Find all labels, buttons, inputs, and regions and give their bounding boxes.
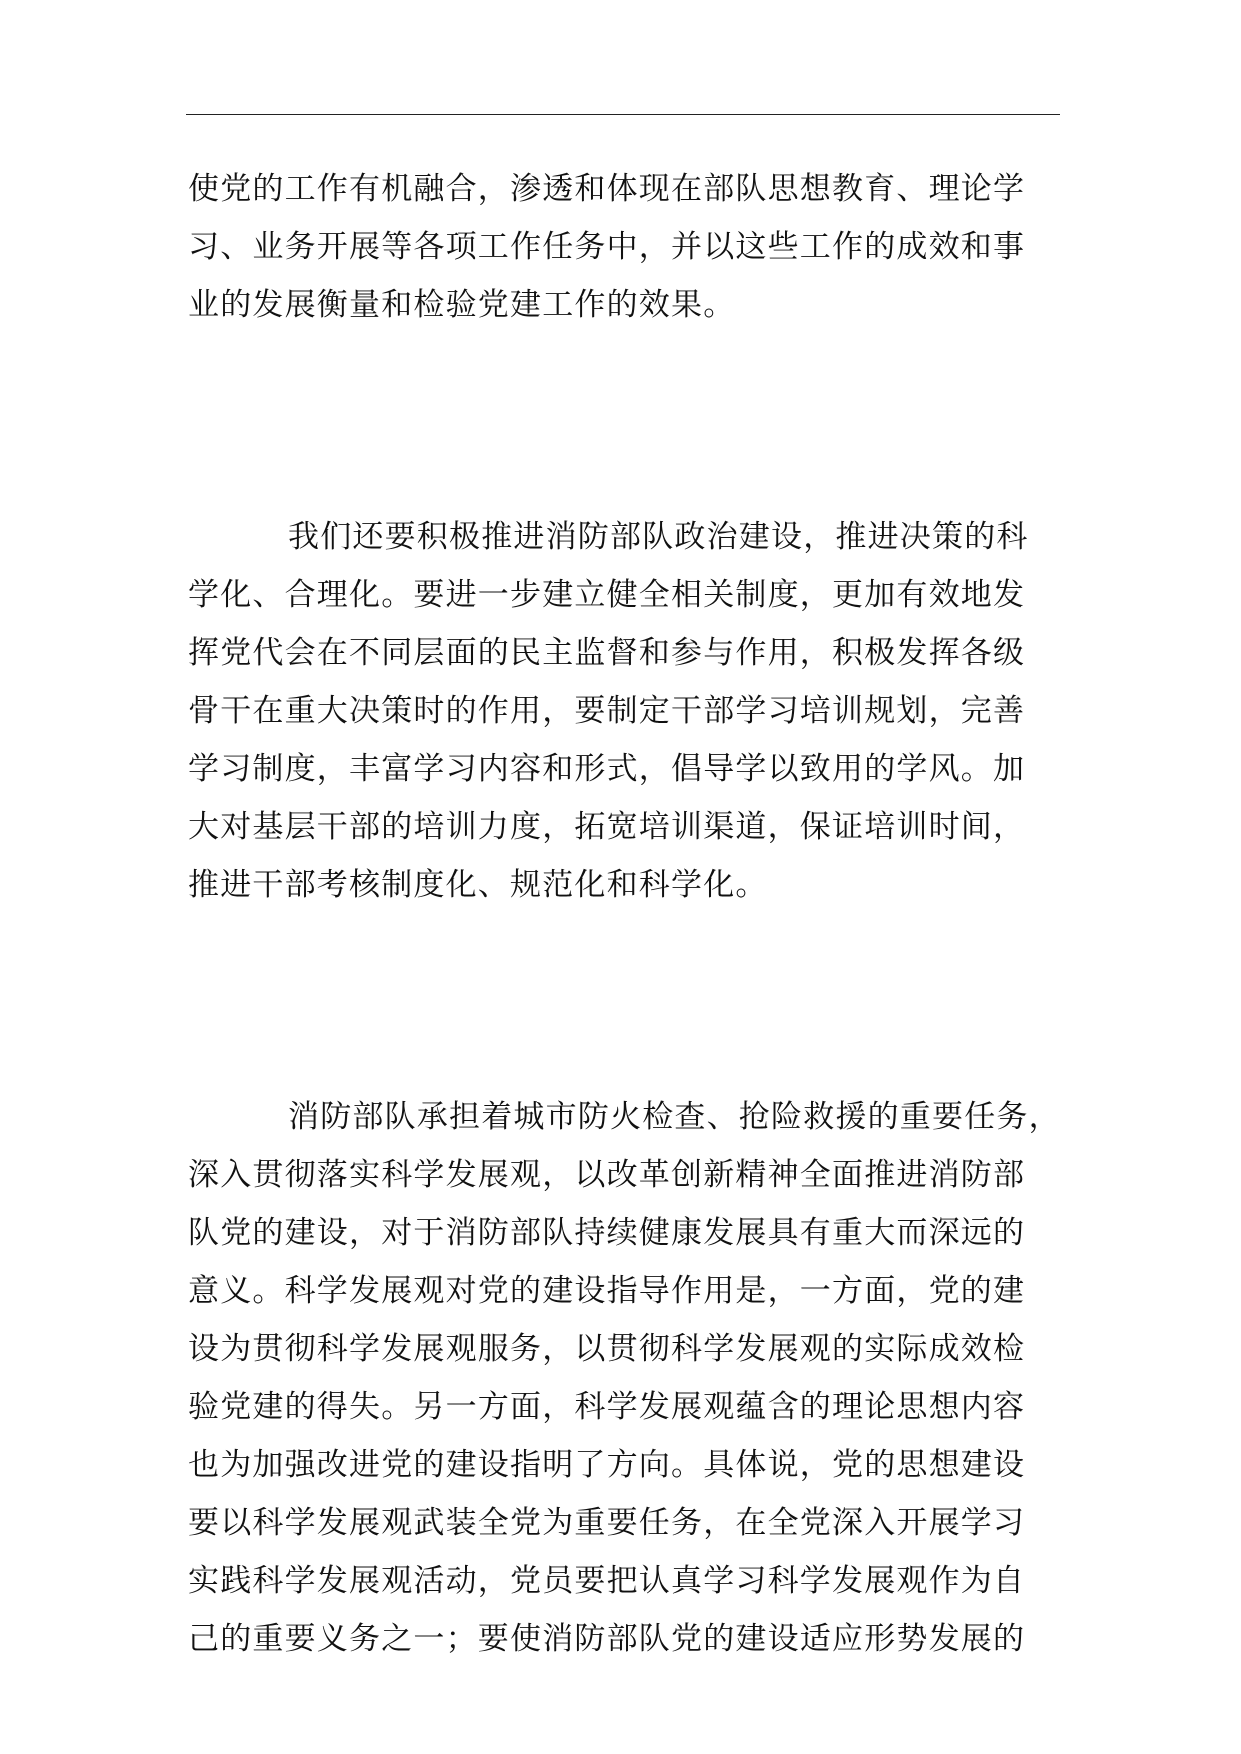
paragraph-line: 学化、合理化。要进一步建立健全相关制度，更加有效地发	[188, 577, 1026, 613]
paragraph-3	[188, 1088, 1068, 1668]
paragraph-line: 消防部队承担着城市防火检查、抢险救援的重要任务，	[288, 1099, 1061, 1135]
body-text	[188, 160, 1068, 1668]
paragraph-line: 推进干部考核制度化、规范化和科学化。	[188, 867, 768, 903]
paragraph-line: 设为贯彻科学发展观服务，以贯彻科学发展观的实际成效检	[188, 1331, 1026, 1367]
paragraph-line: 深入贯彻落实科学发展观，以改革创新精神全面推进消防部	[188, 1157, 1026, 1193]
paragraph-line: 要以科学发展观武装全党为重要任务，在全党深入开展学习	[188, 1505, 1026, 1541]
paragraph-line: 骨干在重大决策时的作用，要制定干部学习培训规划，完善	[188, 693, 1026, 729]
paragraph-gap	[188, 914, 1068, 1088]
paragraph-line: 习、业务开展等各项工作任务中，并以这些工作的成效和事	[188, 229, 1026, 265]
paragraph-line: 业的发展衡量和检验党建工作的效果。	[188, 287, 736, 323]
paragraph-line: 学习制度，丰富学习内容和形式，倡导学以致用的学风。加	[188, 751, 1026, 787]
paragraph-line: 使党的工作有机融合，渗透和体现在部队思想教育、理论学	[188, 171, 1026, 207]
paragraph-line: 队党的建设，对于消防部队持续健康发展具有重大而深远的	[188, 1215, 1026, 1251]
paragraph-gap	[188, 334, 1068, 508]
paragraph-line: 大对基层干部的培训力度，拓宽培训渠道，保证培训时间，	[188, 809, 1026, 845]
paragraph-2	[188, 508, 1068, 914]
paragraph-line: 挥党代会在不同层面的民主监督和参与作用，积极发挥各级	[188, 635, 1026, 671]
paragraph-line: 验党建的得失。另一方面，科学发展观蕴含的理论思想内容	[188, 1389, 1026, 1425]
paragraph-line: 我们还要积极推进消防部队政治建设，推进决策的科	[288, 519, 1029, 555]
paragraph-line: 意义。科学发展观对党的建设指导作用是，一方面，党的建	[188, 1273, 1026, 1309]
paragraph-line: 己的重要义务之一；要使消防部队党的建设适应形势发展的	[188, 1621, 1026, 1657]
paragraph-1	[188, 160, 1068, 334]
header-rule	[186, 114, 1060, 115]
paragraph-line: 也为加强改进党的建设指明了方向。具体说，党的思想建设	[188, 1447, 1026, 1483]
paragraph-line: 实践科学发展观活动，党员要把认真学习科学发展观作为自	[188, 1563, 1026, 1599]
